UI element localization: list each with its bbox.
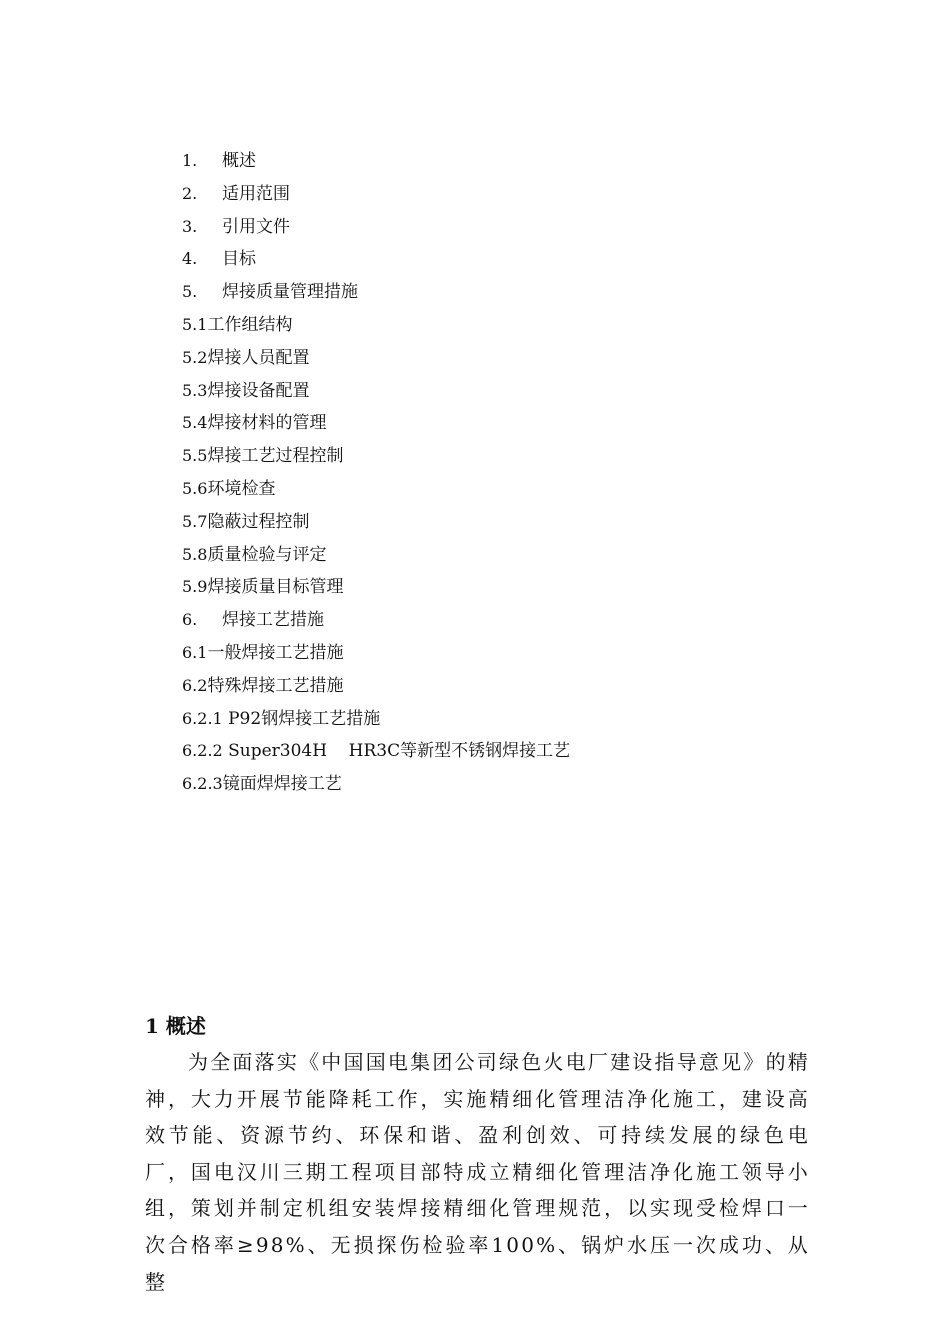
toc-title: 工作组结构 xyxy=(207,314,293,335)
toc-item-5-7 xyxy=(182,508,822,541)
toc-number: 5.8 xyxy=(182,544,208,564)
toc-item-5-6 xyxy=(182,475,822,508)
toc-item-5-9 xyxy=(182,573,822,606)
toc-title: 环境检查 xyxy=(207,478,276,499)
toc-number: 5.2 xyxy=(182,347,208,367)
toc-item-6-1 xyxy=(182,639,822,672)
toc-number: 5. xyxy=(182,282,198,302)
toc-title: 焊接质量目标管理 xyxy=(207,577,344,598)
toc-title: 镜面焊焊接工艺 xyxy=(222,774,342,795)
toc-number: 1. xyxy=(182,151,198,170)
section-heading: 1 概述 xyxy=(145,1014,206,1038)
toc-number: 5.3 xyxy=(182,380,208,400)
toc-number: 4. xyxy=(182,249,198,269)
toc-item-6-2 xyxy=(182,672,822,705)
toc-item-5-5 xyxy=(182,442,822,475)
toc-title: 焊接工艺过程控制 xyxy=(207,446,344,467)
toc-item-4 xyxy=(182,245,822,278)
toc-number: 6.2.1 xyxy=(182,708,223,728)
toc-number: 5.6 xyxy=(182,478,208,498)
toc-title: 焊接工艺措施 xyxy=(222,610,324,631)
toc-item-6-2-1 xyxy=(182,705,822,738)
section-paragraph: 为全面落实《中国国电集团公司绿色火电厂建设指导意见》的精神，大力开展节能降耗工作，实施精细化管理洁净化施工，建设高效节能、资源节约、环保和谐、盈利创效、可持续发展的绿色电厂，国电汉川三期工程项目部特成立精细化管理洁净化施工领导小组，策划并制定机组安装焊接精细化管理规范，以实现受检焊口一次合格率≥98%、无损探伤检验率100%、锅炉水压一次成功、从整 xyxy=(145,1050,810,1294)
toc-title: 引用文件 xyxy=(222,216,290,237)
toc-title: P92钢焊接工艺措施 xyxy=(222,708,381,729)
toc-number: 5.4 xyxy=(182,413,208,433)
toc-title: 适用范围 xyxy=(222,183,290,204)
toc-number: 6.2.3 xyxy=(182,774,223,794)
toc-item-6 xyxy=(182,606,822,639)
toc-title: 一般焊接工艺措施 xyxy=(207,642,344,663)
toc-title: 隐蔽过程控制 xyxy=(207,511,310,532)
toc-item-5 xyxy=(182,278,822,311)
toc-item-6-2-2 xyxy=(182,737,822,770)
section-overview xyxy=(145,1008,810,1300)
table-of-contents xyxy=(182,147,822,803)
toc-title: Super304H HR3C等新型不锈钢焊接工艺 xyxy=(222,741,571,762)
toc-item-5-4 xyxy=(182,409,822,442)
toc-title: 目标 xyxy=(222,249,256,270)
toc-number: 6.2.2 xyxy=(182,741,223,761)
toc-title: 焊接人员配置 xyxy=(207,347,310,368)
toc-item-5-8 xyxy=(182,541,822,574)
toc-number: 5.5 xyxy=(182,446,208,466)
toc-title: 质量检验与评定 xyxy=(207,544,327,565)
toc-number: 5.1 xyxy=(182,314,208,334)
toc-title: 焊接质量管理措施 xyxy=(222,282,358,303)
toc-number: 5.9 xyxy=(182,577,208,597)
toc-title: 焊接材料的管理 xyxy=(207,413,327,434)
toc-item-5-2 xyxy=(182,344,822,377)
toc-number: 3. xyxy=(182,216,198,236)
toc-number: 6. xyxy=(182,610,198,630)
toc-number: 5.7 xyxy=(182,511,208,531)
toc-item-5-3 xyxy=(182,377,822,410)
toc-item-5-1 xyxy=(182,311,822,344)
toc-number: 6.1 xyxy=(182,642,208,662)
toc-item-2 xyxy=(182,180,822,213)
toc-number: 6.2 xyxy=(182,675,208,695)
toc-number: 2. xyxy=(182,183,198,203)
toc-title: 特殊焊接工艺措施 xyxy=(207,675,344,696)
toc-item-3 xyxy=(182,213,822,246)
toc-title: 概述 xyxy=(222,151,256,171)
toc-title: 焊接设备配置 xyxy=(207,380,310,401)
toc-item-1 xyxy=(182,147,822,180)
toc-item-6-2-3 xyxy=(182,770,822,803)
